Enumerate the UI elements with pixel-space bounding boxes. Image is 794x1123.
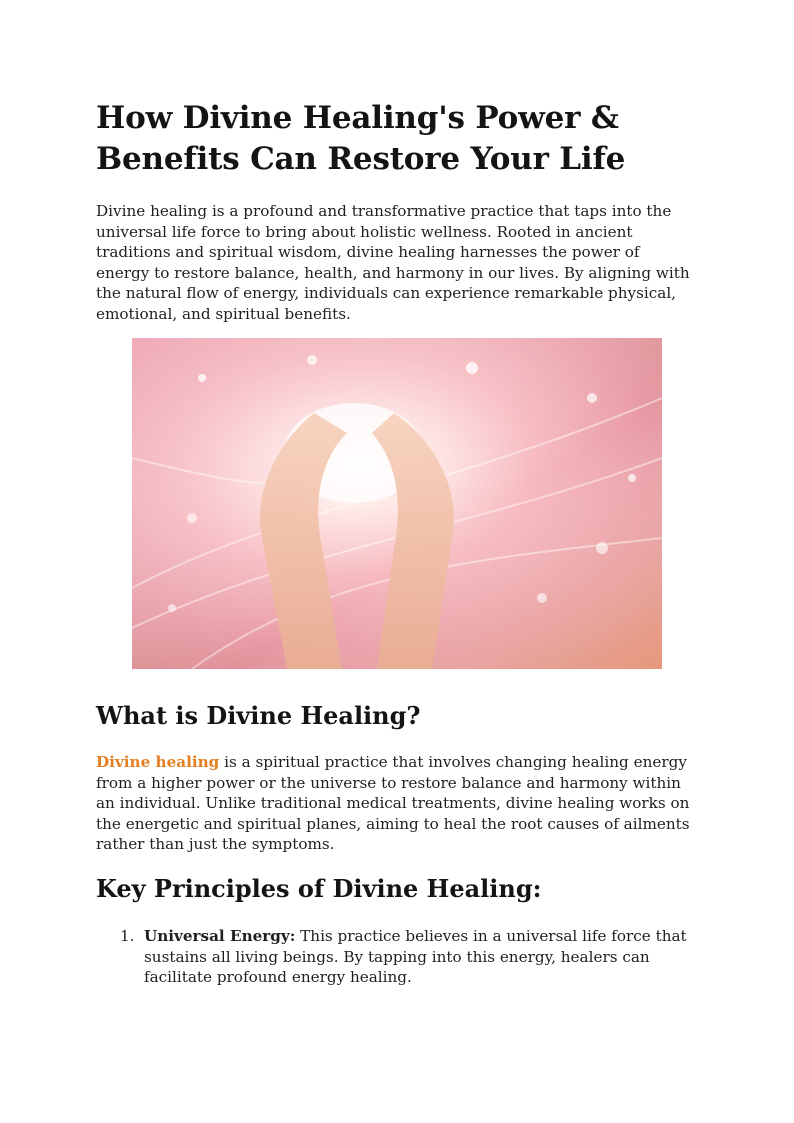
section-heading-principles: Key Principles of Divine Healing: <box>96 874 542 903</box>
intro-paragraph: Divine healing is a profound and transformative practice that taps into the universal life force to bring about holistic wellness. Rooted in ancient traditions and spiritual wisdom, divine healing harnesses the power of energy to restore balance, health, and harmony in our lives. By aligning with the natural flow of energy, individuals can experience remarkable physical, emotional, and spiritual benefits. <box>96 202 690 323</box>
section1-text: is a spiritual practice that involves changing healing energy from a higher power or the universe to restore balance and harmony within an individual. Unlike traditional medical treatments, divine healing works on the energetic and spiritual planes, aiming to heal the root causes of ailments rather than just the symptoms. <box>96 753 690 854</box>
section-heading-what-is: What is Divine Healing? <box>96 701 421 730</box>
article-header <box>96 98 696 325</box>
list-item-text: This practice believes in a universal life force that sustains all living beings. By tapping into this energy, healers can facilitate profound energy healing. <box>144 927 687 987</box>
divine-healing-link[interactable]: Divine healing <box>96 753 220 771</box>
section1-paragraph <box>96 752 696 855</box>
list-item-term: Universal Energy: <box>144 927 296 945</box>
list-item <box>96 926 696 988</box>
list-item-number: 1. <box>120 927 135 945</box>
hero-image <box>132 338 662 669</box>
principles-list <box>96 926 696 988</box>
article-title: How Divine Healing's Power & Benefits Can Restore Your Life <box>96 100 626 177</box>
